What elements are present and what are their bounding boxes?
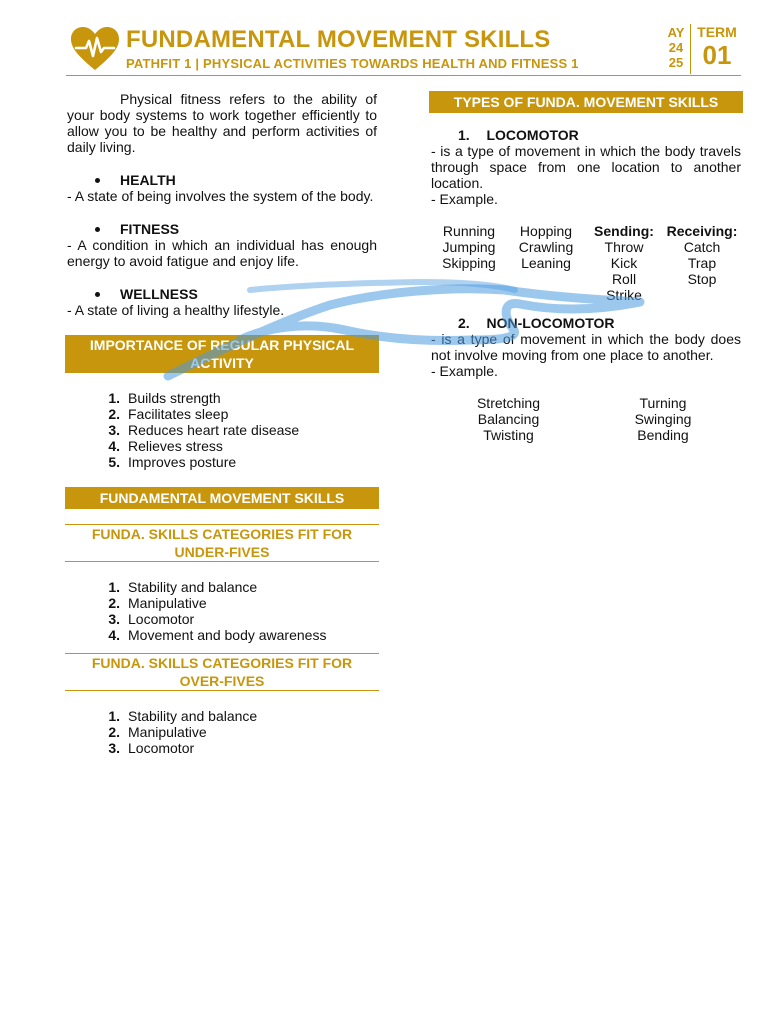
importance-section-header: IMPORTANCE OF REGULAR PHYSICAL ACTIVITY: [65, 335, 379, 373]
document-subtitle: PATHFIT 1 | PHYSICAL ACTIVITIES TOWARDS HEALTH AND FITNESS 1: [126, 56, 579, 71]
example-item: Kick: [610, 255, 638, 271]
list-item: 5. Improves posture: [108, 454, 237, 470]
example-item: Leaning: [521, 255, 571, 271]
list-item: 2. Manipulative: [108, 724, 207, 740]
locomotor-examples-col-1: [431, 223, 507, 271]
ay-year-end: 25: [668, 55, 684, 70]
sending-heading: Sending:: [594, 223, 654, 239]
term-label: TERM: [697, 24, 737, 40]
academic-year: [664, 25, 688, 70]
list-item: 4. Relieves stress: [108, 438, 223, 454]
types-section-header: TYPES OF FUNDA. MOVEMENT SKILLS: [429, 91, 743, 113]
list-item: 2. Facilitates sleep: [108, 406, 229, 422]
non-locomotor-title: NON-LOCOMOTOR: [486, 315, 615, 331]
example-item: Crawling: [518, 239, 574, 255]
non-locomotor-definition: - is a type of movement in which the body does not involve moving from one place to another.: [431, 331, 741, 363]
non-locomotor-number: 2.: [458, 315, 470, 331]
document-title: FUNDAMENTAL MOVEMENT SKILLS: [126, 26, 551, 53]
header-rule: [66, 75, 741, 76]
example-item: Catch: [683, 239, 721, 255]
non-locomotor-examples: [431, 395, 741, 447]
header-divider: [690, 24, 691, 74]
sending-examples: [586, 223, 662, 303]
example-item: Swinging: [634, 411, 692, 427]
locomotor-examples-col-2: [508, 223, 584, 271]
example-item: Jumping: [442, 239, 496, 255]
locomotor-title: LOCOMOTOR: [486, 127, 579, 143]
fms-section-header: FUNDAMENTAL MOVEMENT SKILLS: [65, 487, 379, 509]
example-item: Roll: [611, 271, 637, 287]
non-locomotor-heading: [431, 315, 741, 331]
example-item: Twisting: [483, 427, 534, 443]
example-item: Trap: [687, 255, 717, 271]
over-fives-header: FUNDA. SKILLS CATEGORIES FIT FOR OVER-FIVES: [65, 653, 379, 691]
term-number: 01: [702, 40, 732, 70]
list-item: 1. Stability and balance: [108, 579, 258, 595]
example-item: Stop: [687, 271, 717, 287]
importance-list: [67, 390, 377, 470]
example-item: Running: [442, 223, 496, 239]
under-fives-header: FUNDA. SKILLS CATEGORIES FIT FOR UNDER-FIVES: [65, 524, 379, 562]
locomotor-heading: [431, 127, 741, 143]
wellness-heading: WELLNESS: [67, 286, 377, 302]
list-item: 3. Locomotor: [108, 611, 195, 627]
list-item: 1. Stability and balance: [108, 708, 258, 724]
non-locomotor-example-label: - Example.: [431, 363, 498, 379]
left-column: [67, 91, 377, 756]
heart-pulse-icon: [70, 26, 120, 72]
example-item: Balancing: [477, 411, 540, 427]
health-definition: - A state of being involves the system of the body.: [67, 188, 374, 204]
under-fives-list: [67, 579, 377, 643]
receiving-heading: Receiving:: [666, 223, 738, 239]
list-item: 3. Reduces heart rate disease: [108, 422, 300, 438]
example-item: Hopping: [519, 223, 573, 239]
intro-paragraph: Physical fitness refers to the ability of your body systems to work together efficiently to allow you to be healthy and perform activities of daily living.: [67, 91, 377, 155]
list-item: 4. Movement and body awareness: [108, 627, 327, 643]
wellness-definition: - A state of living a healthy lifestyle.: [67, 302, 285, 318]
ay-year-start: 24: [668, 40, 684, 55]
fitness-heading: FITNESS: [67, 221, 377, 237]
example-item: Bending: [637, 427, 689, 443]
right-column: [431, 91, 741, 447]
ay-label: AY: [667, 25, 685, 40]
locomotor-definition: - is a type of movement in which the body travels through space from one location to another location.: [431, 143, 741, 191]
locomotor-examples: [431, 223, 741, 309]
non-locomotor-examples-col-2: [618, 395, 708, 443]
health-heading: HEALTH: [67, 172, 377, 188]
example-item: Turning: [639, 395, 687, 411]
receiving-examples: [663, 223, 741, 287]
fitness-definition: - A condition in which an individual has enough energy to avoid fatigue and enjoy life.: [67, 237, 377, 269]
over-fives-list: [67, 708, 377, 756]
locomotor-example-label: - Example.: [431, 191, 498, 207]
non-locomotor-examples-col-1: [461, 395, 556, 443]
locomotor-number: 1.: [458, 127, 470, 143]
example-item: Throw: [604, 239, 644, 255]
example-item: Skipping: [442, 255, 496, 271]
list-item: 1. Builds strength: [108, 390, 221, 406]
example-item: Stretching: [476, 395, 541, 411]
example-item: Strike: [606, 287, 642, 303]
list-item: 3. Locomotor: [108, 740, 195, 756]
list-item: 2. Manipulative: [108, 595, 207, 611]
